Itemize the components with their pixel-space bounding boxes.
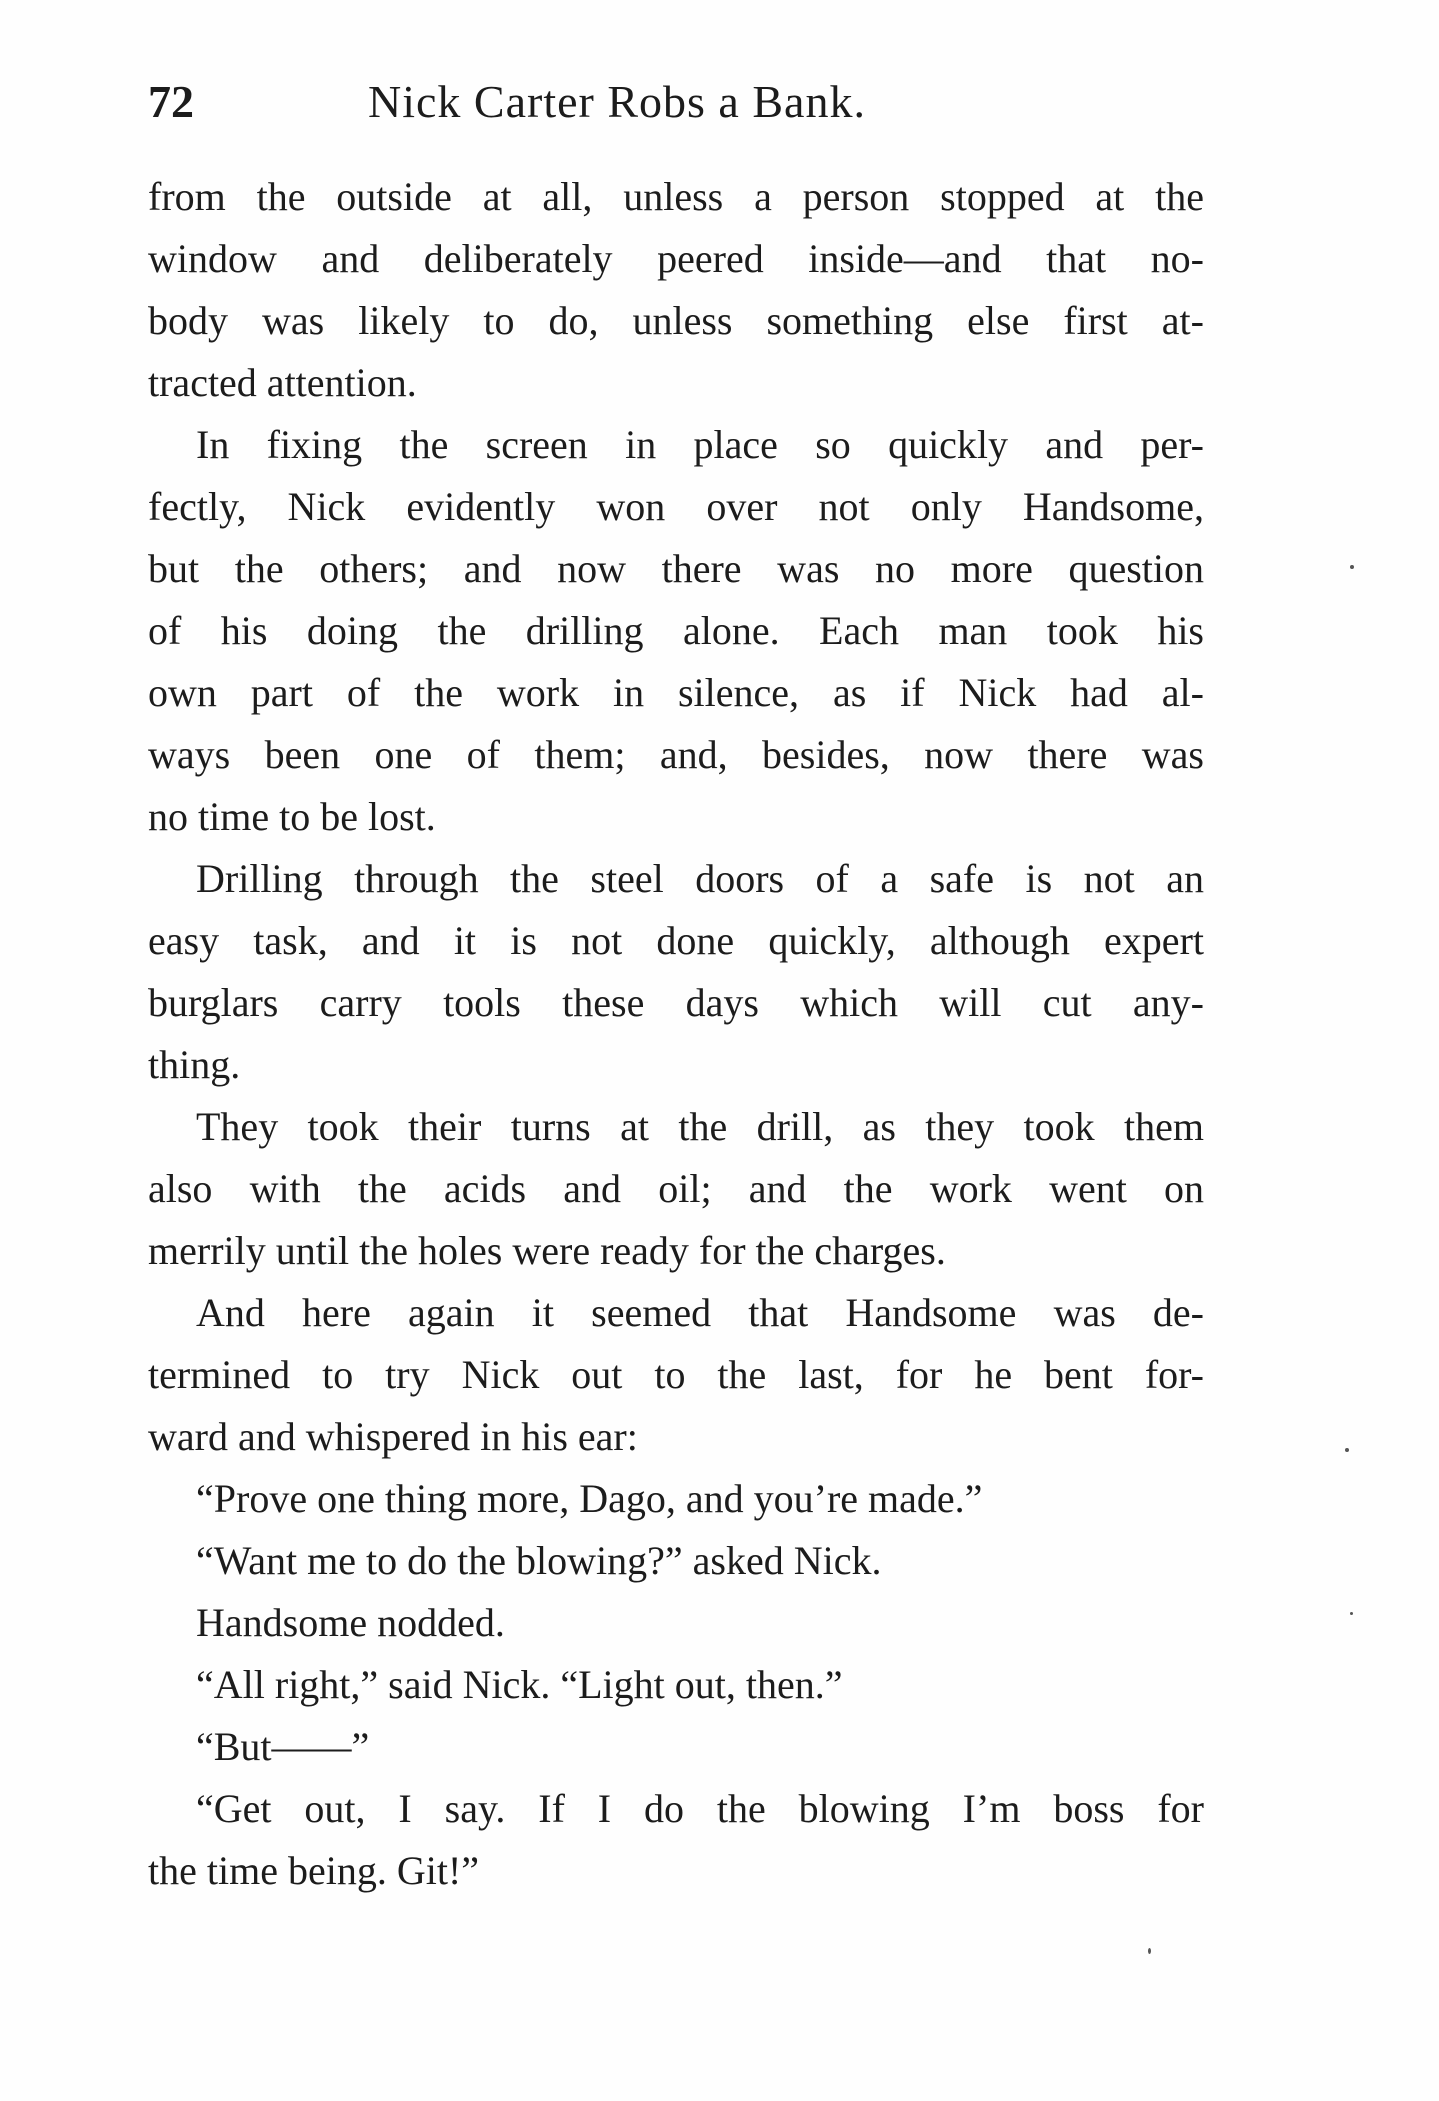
text-line: termined to try Nick out to the last, for he bent for- (148, 1352, 1204, 1397)
text-line: body was likely to do, unless something else first at- (148, 298, 1204, 343)
text-line: easy task, and it is not done quickly, although expert (148, 918, 1204, 963)
text-line: “But——” (196, 1724, 370, 1769)
text-line: And here again it seemed that Handsome was de- (196, 1290, 1204, 1335)
scan-speck (1350, 1612, 1353, 1615)
scan-speck (1345, 1448, 1349, 1452)
text-line: no time to be lost. (148, 794, 436, 839)
scan-speck (1350, 565, 1354, 569)
scan-speck (1148, 1948, 1151, 1954)
text-line: of his doing the drilling alone. Each man took his (148, 608, 1204, 653)
text-line: from the outside at all, unless a person stopped at the (148, 174, 1204, 219)
text-line: window and deliberately peered inside—and that no- (148, 236, 1204, 281)
text-line: fectly, Nick evidently won over not only Handsome, (148, 484, 1204, 529)
text-line: They took their turns at the drill, as they took them (196, 1104, 1204, 1149)
body-text (148, 166, 1204, 1902)
text-line: ways been one of them; and, besides, now there was (148, 732, 1204, 777)
text-line: merrily until the holes were ready for the charges. (148, 1228, 946, 1273)
text-line: In fixing the screen in place so quickly and per- (196, 422, 1204, 467)
text-line: “All right,” said Nick. “Light out, then.” (196, 1662, 843, 1707)
running-title: Nick Carter Robs a Bank. (368, 76, 866, 127)
text-line: ward and whispered in his ear: (148, 1414, 638, 1459)
text-line: burglars carry tools these days which will cut any- (148, 980, 1204, 1025)
text-line: Drilling through the steel doors of a safe is not an (196, 856, 1204, 901)
text-line: own part of the work in silence, as if Nick had al- (148, 670, 1204, 715)
text-line: but the others; and now there was no more question (148, 546, 1204, 591)
page-header (148, 72, 1204, 132)
text-line: “Prove one thing more, Dago, and you’re made.” (196, 1476, 983, 1521)
text-line: tracted attention. (148, 360, 417, 405)
text-line: “Want me to do the blowing?” asked Nick. (196, 1538, 882, 1583)
text-line: “Get out, I say. If I do the blowing I’m boss for (196, 1786, 1204, 1831)
page-number: 72 (148, 76, 194, 127)
text-line: the time being. Git!” (148, 1848, 480, 1893)
text-line: thing. (148, 1042, 241, 1087)
text-line: also with the acids and oil; and the work went on (148, 1166, 1204, 1211)
text-line: Handsome nodded. (196, 1600, 505, 1645)
